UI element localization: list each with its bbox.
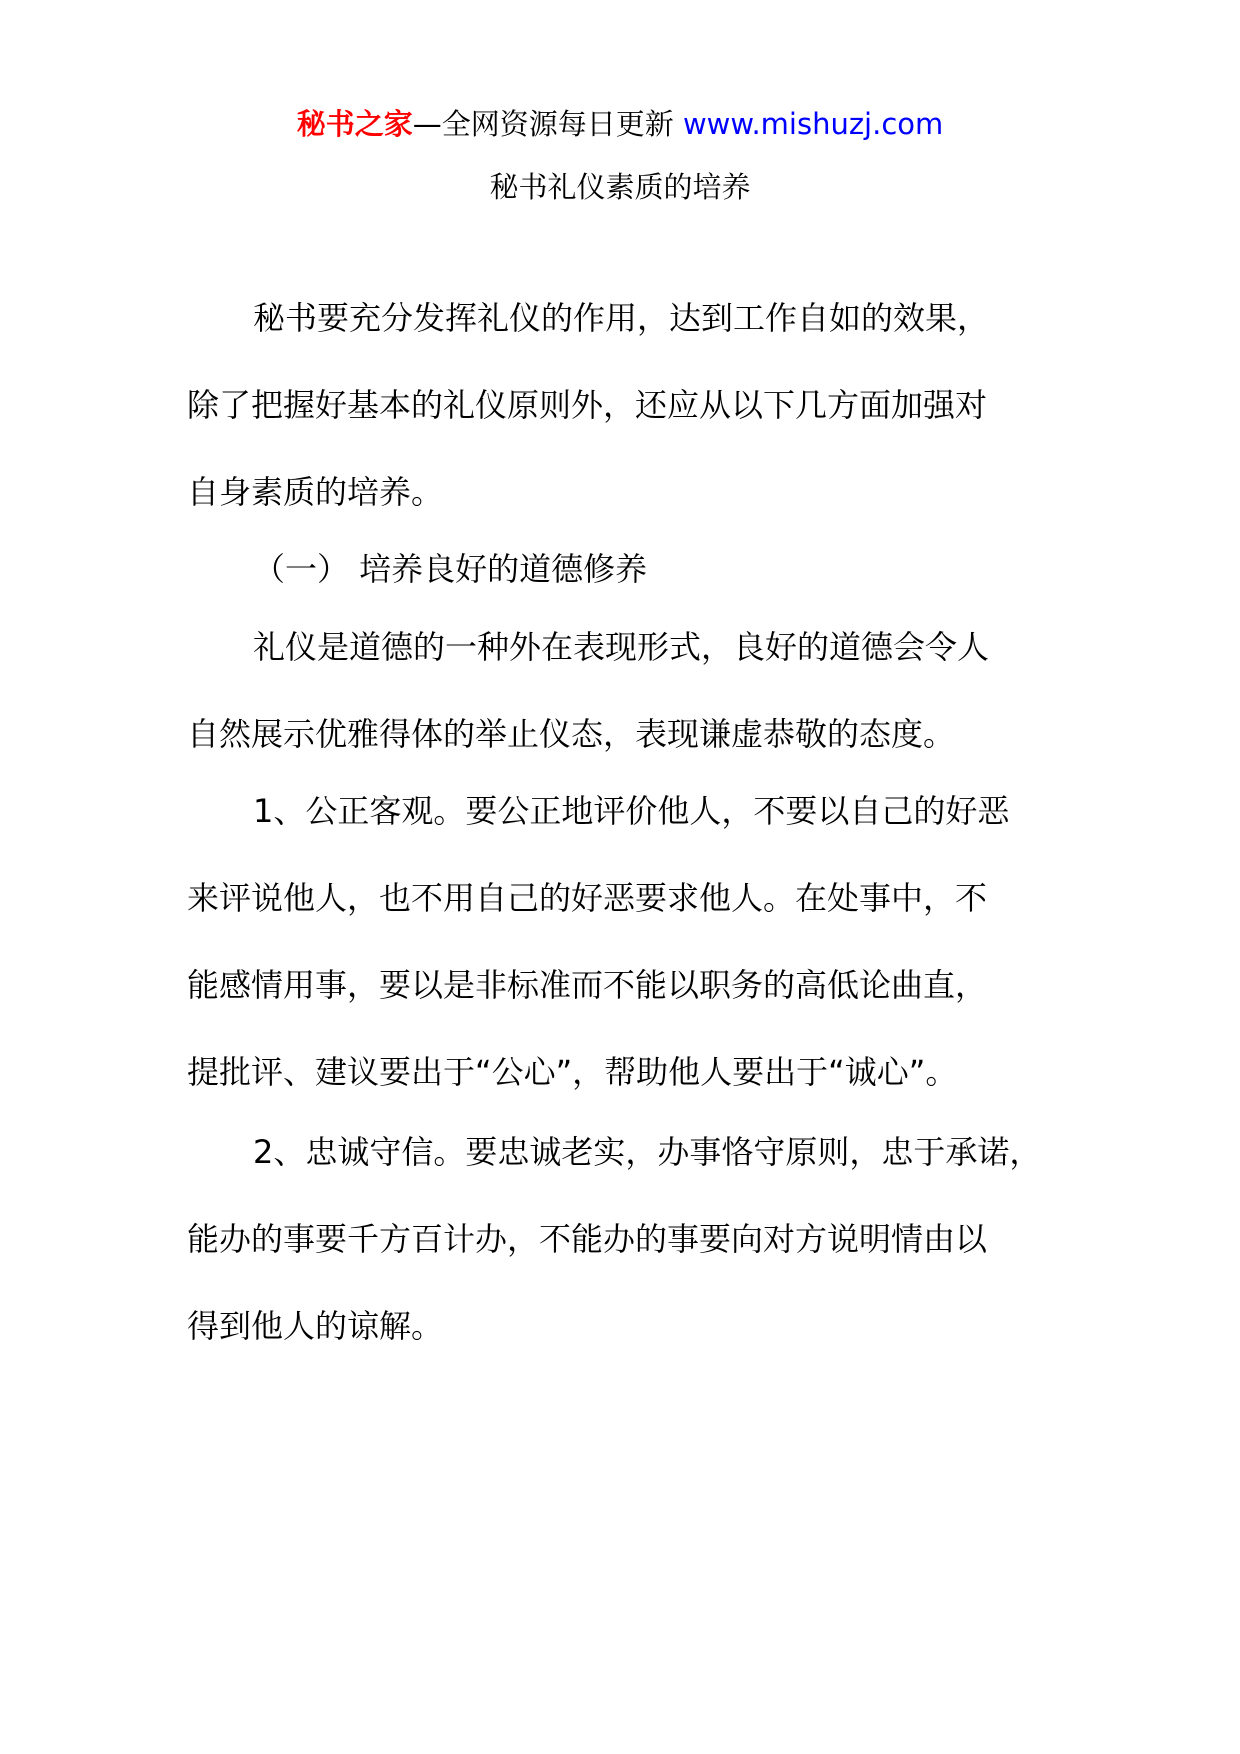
site-url-link[interactable]: www.mishuzj.com <box>682 107 944 141</box>
paragraph-line: 能感情用事，要以是非标准而不能以职务的高低论曲直， <box>187 966 988 1004</box>
paragraph-line: 1、公正客观。要公正地评价他人，不要以自己的好恶 <box>253 792 1010 830</box>
paragraph-line: 来评说他人，也不用自己的好恶要求他人。在处事中，不 <box>187 879 988 917</box>
paragraph-line: 2、忠诚守信。要忠诚老实，办事恪守原则，忠于承诺， <box>253 1133 1042 1171</box>
header-tagline: —全网资源每日更新 <box>412 107 683 141</box>
paragraph-line: 自然展示优雅得体的举止仪态，表现谦虚恭敬的态度。 <box>187 715 956 753</box>
document-title: 秘书礼仪素质的培养 <box>489 170 751 204</box>
site-header <box>0 104 1240 144</box>
paragraph-line: 能办的事要千方百计办，不能办的事要向对方说明情由以 <box>187 1220 988 1258</box>
paragraph-line: 除了把握好基本的礼仪原则外，还应从以下几方面加强对 <box>187 386 988 424</box>
paragraph-line: 礼仪是道德的一种外在表现形式，良好的道德会令人 <box>253 628 990 666</box>
paragraph-line: 得到他人的谅解。 <box>187 1307 444 1345</box>
paragraph-line: 自身素质的培养。 <box>187 473 444 511</box>
paragraph-line: 秘书要充分发挥礼仪的作用，达到工作自如的效果， <box>253 299 990 337</box>
paragraph-line: 提批评、建议要出于“公心”，帮助他人要出于“诚心”。 <box>187 1053 958 1091</box>
brand-name: 秘书之家 <box>296 107 413 141</box>
section-heading: （一） 培养良好的道德修养 <box>253 550 648 588</box>
